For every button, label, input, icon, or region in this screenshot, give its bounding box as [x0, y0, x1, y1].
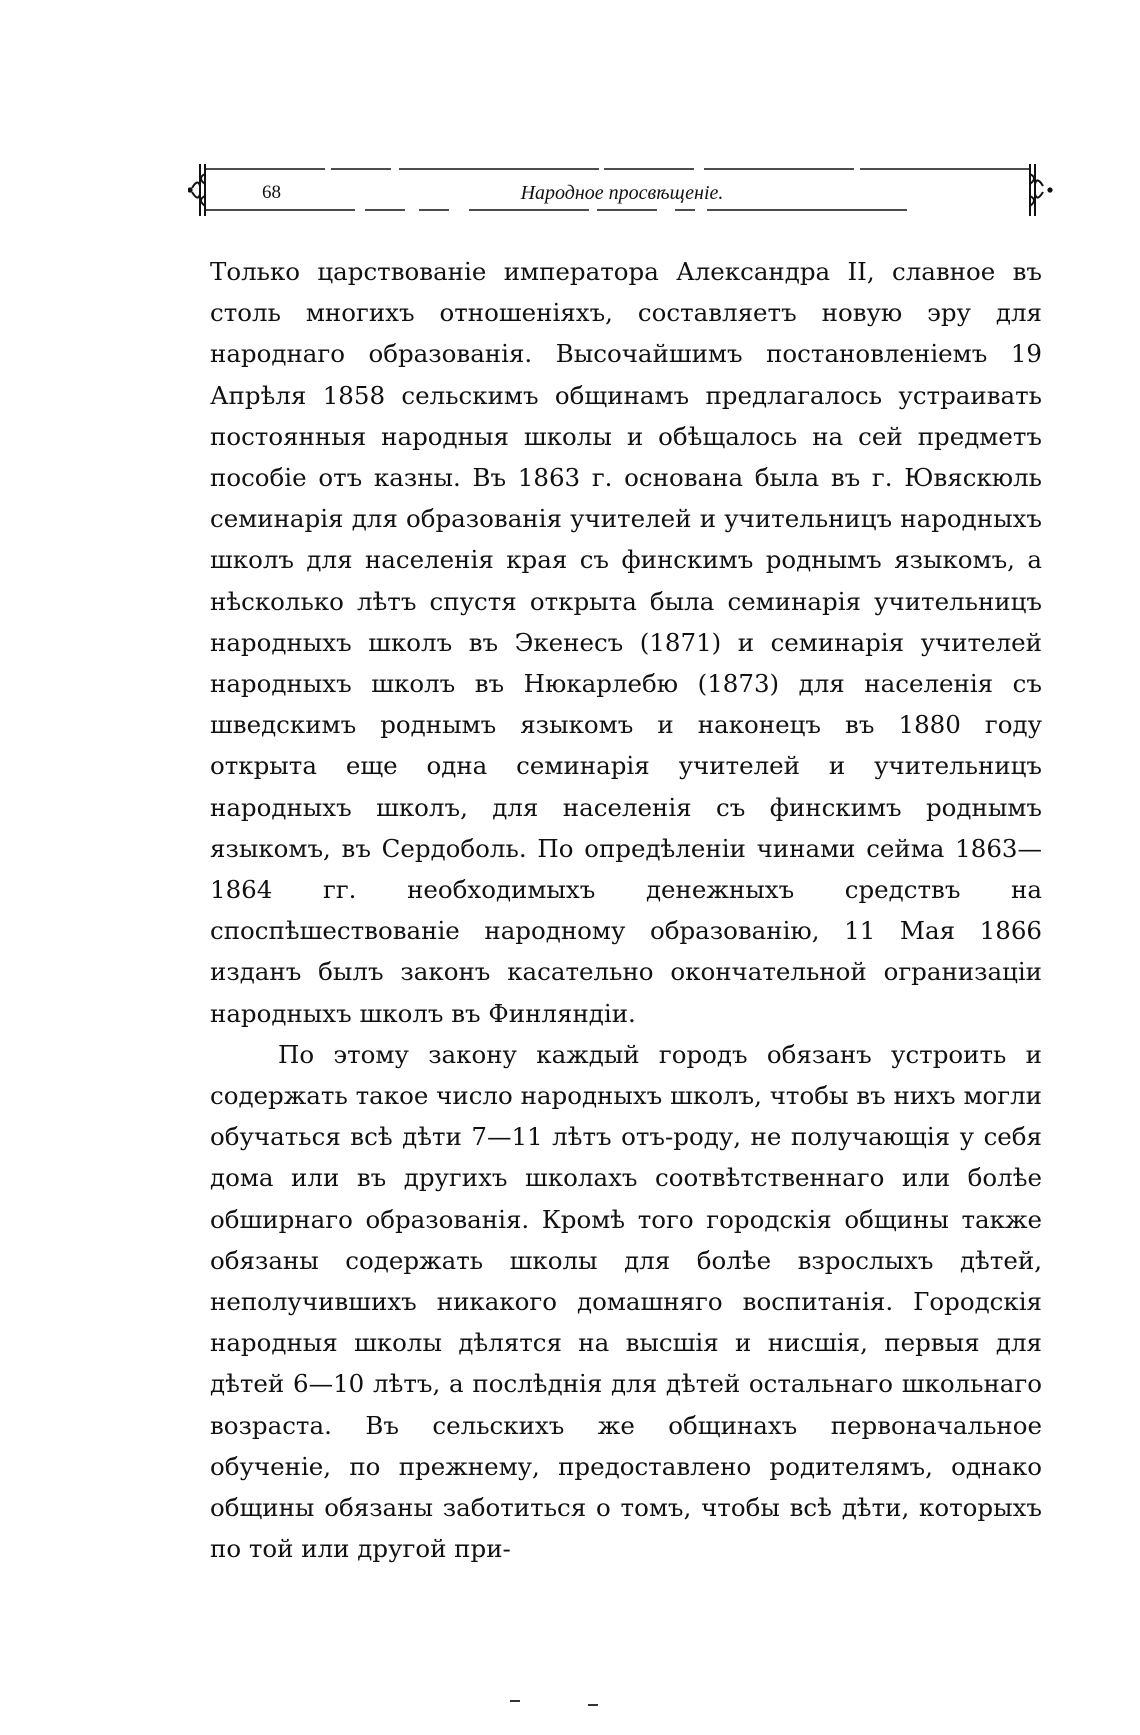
paragraph-1: Только царствованіе императора Александра II, славное въ столь многихъ отношеніяхъ, составляетъ новую эру для народнаго образованія. Высочайшимъ постановленіемъ 19 Апрѣля 1858 сельскимъ общинамъ предлагалось устраивать постоянныя народныя школы и обѣщалось на сей предметъ пособіе отъ казны. Въ 1863 г. основана была въ г. Ювяскюль семинарія для образованія учителей и учительницъ народныхъ школъ для населенія края съ финскимъ роднымъ языкомъ, а нѣсколько лѣтъ спустя открыта была семинарія учительницъ народныхъ школъ въ Экенесъ (1871) и семинарія учителей народныхъ школъ въ Нюкарлебю (1873) для населенія съ шведскимъ роднымъ языкомъ и наконецъ въ 1880 году открыта еще одна семинарія учителей и учительницъ народныхъ школъ, для населенія съ финскимъ роднымъ языкомъ, въ Сердоболь. По опредѣленіи чинами сейма 1863—1864 гг. необходимыхъ денежныхъ средствъ на споспѣшествованіе народному образованію, 11 Мая 1866 изданъ былъ законъ касательно окончательной огранизаціи народныхъ школъ въ Финляндіи. — [210, 257, 1042, 1028]
scan-speck — [510, 1700, 520, 1702]
running-title: Народное просвѣщеніе. — [520, 182, 724, 204]
body-text — [210, 251, 1042, 1570]
paragraph-2: По этому закону каждый городъ обязанъ устроить и содержать такое число народныхъ школъ, чтобы въ нихъ могли обучаться всѣ дѣти 7—11 лѣтъ отъ-роду, не получающія у себя дома или въ другихъ школахъ соотвѣтственнаго или болѣе обширнаго образованія. Кромѣ того городскія общины также обязаны содержать школы для болѣе взрослыхъ дѣтей, неполучившихъ никакого домашняго воспитанія. Городскія народныя школы дѣлятся на высшія и нисшія, первыя для дѣтей 6—10 лѣтъ, а послѣднія для дѣтей остальнаго школьнаго возраста. Въ сельскихъ же общинахъ первоначальное обученіе, по прежнему, предоставлено родителямъ, однако общины обязаны заботиться о томъ, чтобы всѣ дѣти, которыхъ по той или другой при- — [210, 1039, 1042, 1564]
page-number: 68 — [262, 182, 281, 203]
scan-speck — [588, 1704, 598, 1706]
running-header — [188, 160, 1056, 220]
